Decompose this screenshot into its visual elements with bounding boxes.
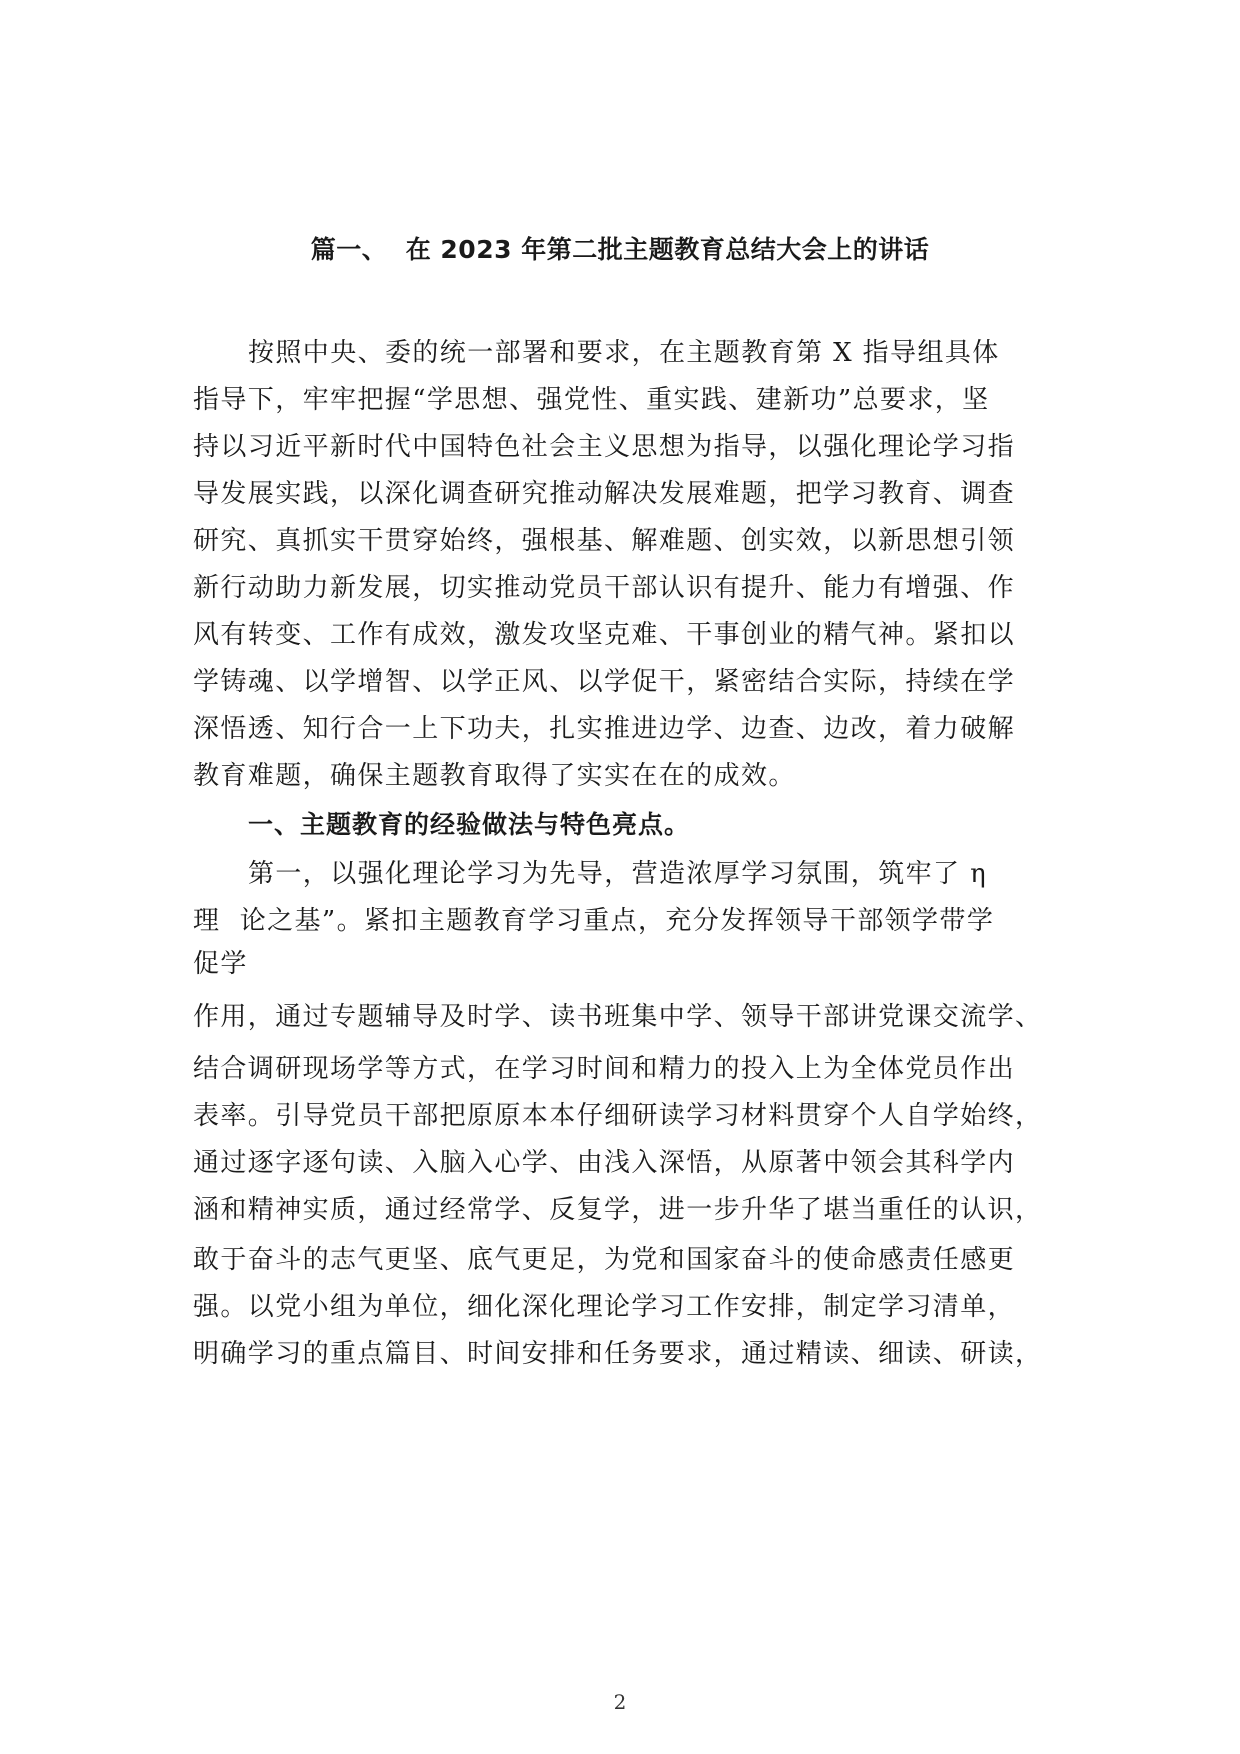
paragraph-line: 强。以党小组为单位，细化深化理论学习工作安排，制定学习清单， <box>193 1292 1016 1322</box>
paragraph-line: 作用，通过专题辅导及时学、读书班集中学、领导干部讲党课交流学、 <box>193 1002 1043 1032</box>
paragraph-line: 研究、真抓实干贯穿始终，强根基、解难题、创实效，以新思想引领 <box>193 526 1016 556</box>
page-number: 2 <box>613 1690 627 1714</box>
paragraph-line: 结合调研现场学等方式，在学习时间和精力的投入上为全体党员作出 <box>193 1054 1016 1084</box>
paragraph-line: 教育难题，确保主题教育取得了实实在在的成效。 <box>193 761 796 791</box>
section-heading: 一、主题教育的经验做法与特色亮点。 <box>248 810 691 839</box>
paragraph-line: 涵和精神实质，通过经常学、反复学，进一步升华了堪当重任的认识， <box>193 1195 1043 1225</box>
paragraph-line: 指导下，牢牢把握“学思想、强党性、重实践、建新功”总要求，坚 <box>193 385 990 415</box>
paragraph-line: 按照中央、委的统一部署和要求，在主题教育第 X 指导组具体 <box>248 338 1000 368</box>
paragraph-line: 学铸魂、以学增智、以学正风、以学促干，紧密结合实际，持续在学 <box>193 667 1016 697</box>
paragraph-line: 新行动助力新发展，切实推动党员干部认识有提升、能力有增强、作 <box>193 573 1016 603</box>
paragraph-line: 风有转变、工作有成效，激发攻坚克难、干事创业的精气神。紧扣以 <box>193 620 1016 650</box>
paragraph-line: 通过逐字逐句读、入脑入心学、由浅入深悟，从原著中领会其科学内 <box>193 1148 1016 1178</box>
paragraph-line: 导发展实践，以深化调查研究推动解决发展难题，把学习教育、调查 <box>193 479 1016 509</box>
paragraph-line: 促学 <box>193 949 248 979</box>
paragraph-line: 明确学习的重点篇目、时间安排和任务要求，通过精读、细读、研读， <box>193 1339 1043 1369</box>
paragraph-line: 持以习近平新时代中国特色社会主义思想为指导，以强化理论学习指 <box>193 432 1016 462</box>
paragraph-line: 表率。引导党员干部把原原本本仔细研读学习材料贯穿个人自学始终， <box>193 1101 1043 1131</box>
paragraph-line: 理 论之基”。紧扣主题教育学习重点，充分发挥领导干部领学带学 <box>193 906 995 936</box>
document-title: 篇一、 在 2023 年第二批主题教育总结大会上的讲话 <box>310 235 930 264</box>
paragraph-line: 深悟透、知行合一上下功夫，扎实推进边学、边查、边改，着力破解 <box>193 714 1016 744</box>
paragraph-line: 第一，以强化理论学习为先导，营造浓厚学习氛围，筑牢了 η <box>248 859 988 889</box>
paragraph-line: 敢于奋斗的志气更坚、底气更足，为党和国家奋斗的使命感责任感更 <box>193 1245 1016 1275</box>
